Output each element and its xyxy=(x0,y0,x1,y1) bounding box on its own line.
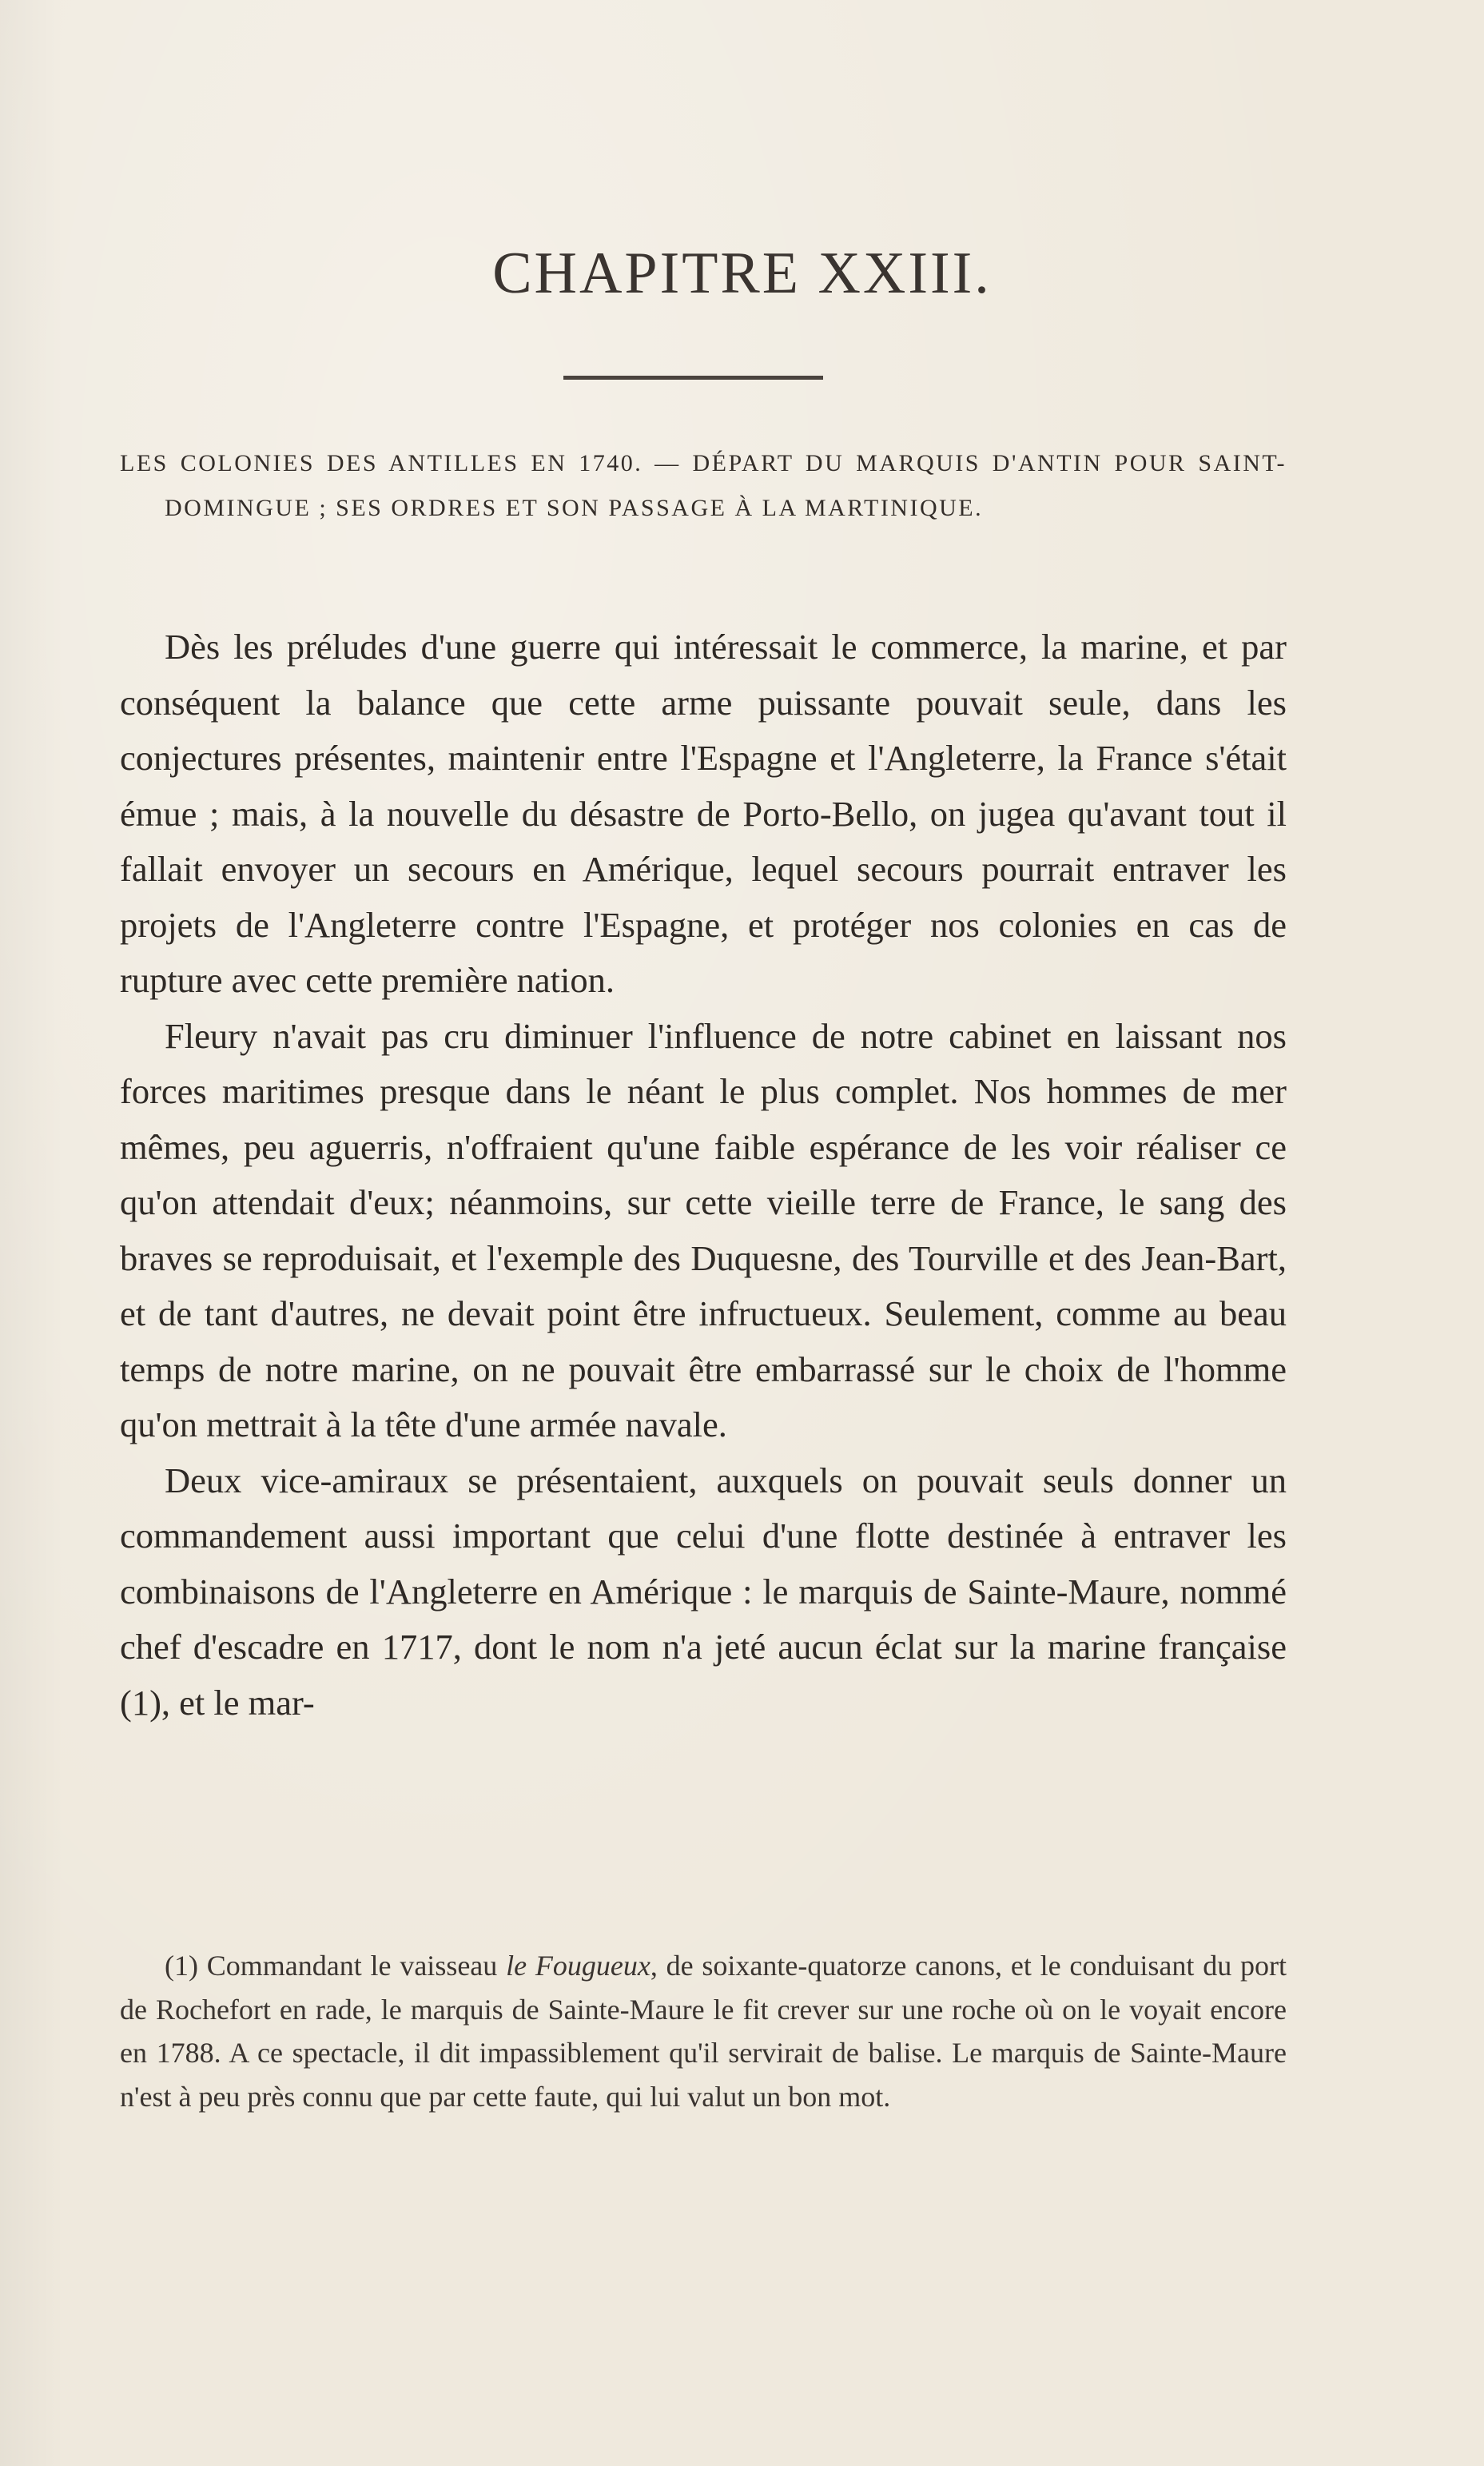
title-divider xyxy=(563,376,823,380)
footnote xyxy=(120,1944,1287,2118)
paragraph: Fleury n'avait pas cru diminuer l'influence de notre cabinet en laissant nos forces maritimes presque dans le néant le plus complet. Nos hommes de mer mêmes, peu aguerris, n'offraient qu'une faible espérance de les voir réaliser ce qu'on attendait d'eux; néanmoins, sur cette vieille terre de France, le sang des braves se reproduisait, et l'exemple des Duquesne, des Tourville et des Jean-Bart, et de tant d'autres, ne devait point être infructueux. Seulement, comme au beau temps de notre marine, on ne pouvait être embarrassé sur le choix de l'homme qu'on mettrait à la tête d'une armée navale. xyxy=(120,1015,1287,1444)
chapter-summary-text: LES COLONIES DES ANTILLES EN 1740. — DÉPART DU MARQUIS D'ANTIN POUR SAINT-DOMINGUE ; SES ORDRES ET SON PASSAGE À LA MARTINIQUE. xyxy=(120,450,1287,521)
paragraph: Deux vice-amiraux se présentaient, auxquels on pouvait seuls donner un commandement aussi important que celui d'une flotte destinée à entraver les combinaisons de l'Angleterre en Amérique : le marquis de Sainte-Maure, nommé chef d'escadre en 1717, dont le nom n'a jeté aucun éclat sur la marine française (1), et le mar- xyxy=(120,1460,1287,1723)
footnote-text-after: , de soixante-quatorze canons, et le conduisant du port de Rochefort en rade, le marquis de Sainte-Maure le fit crever sur une roche où on le voyait encore en 1788. A ce spectacle, il dit impassiblement qu'il servirait de balise. Le marquis de Sainte-Maure n'est à peu près connu que par cette faute, qui lui valut un bon mot. xyxy=(120,1950,1287,2113)
body-text xyxy=(120,619,1287,1731)
chapter-title: CHAPITRE XXIII. xyxy=(492,241,992,306)
footnote-text xyxy=(120,1944,1287,2118)
chapter-summary xyxy=(120,441,1287,531)
footnote-ship-name: le Fougueux xyxy=(506,1950,650,1982)
footnote-text-before: (1) Commandant le vaisseau xyxy=(165,1950,507,1982)
paragraph: Dès les préludes d'une guerre qui intéressait le commerce, la marine, et par conséquent la balance que cette arme puissante pouvait seule, dans les conjectures présentes, maintenir entre l'Espagne et l'Angleterre, la France s'était émue ; mais, à la nouvelle du désastre de Porto-Bello, on jugea qu'avant tout il fallait envoyer un secours en Amérique, lequel secours pourrait entraver les projets de l'Angleterre contre l'Espagne, et protéger nos colonies en cas de rupture avec cette première nation. xyxy=(120,627,1287,1000)
